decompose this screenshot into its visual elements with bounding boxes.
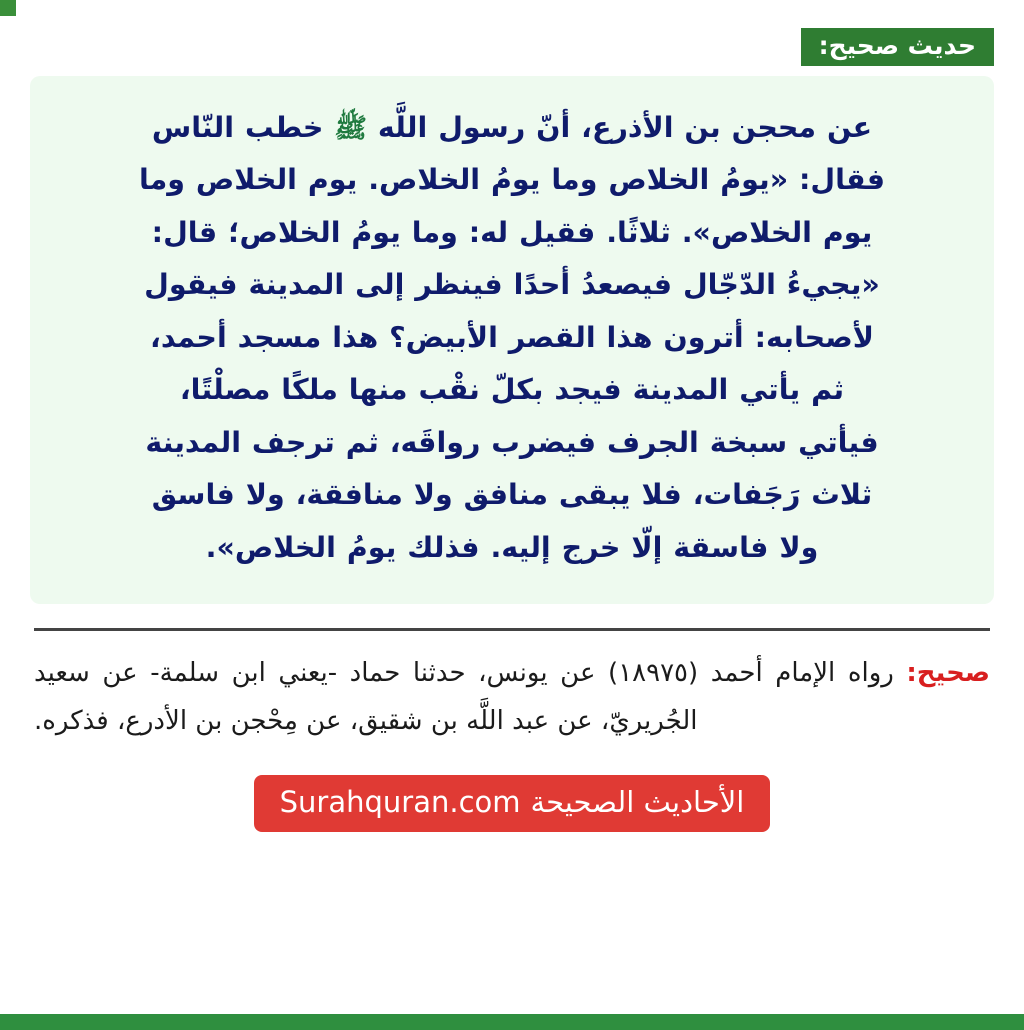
hadith-line: يوم الخلاص». ثلاثًا. فقيل له: وما يومُ الخلاص؛ قال: <box>151 215 873 249</box>
salla-glyph: ﷺ <box>334 113 367 144</box>
divider <box>34 628 990 631</box>
hadith-line: «يجيءُ الدّجّال فيصعدُ أحدًا فينظر إلى المدينة فيقول <box>144 268 880 302</box>
hadith-line: ولا فاسقة إلّا خرج إليه. فذلك يومُ الخلاص». <box>205 530 819 564</box>
source-text: رواه الإمام أحمد (١٨٩٧٥) عن يونس، حدثنا حماد -يعني ابن سلمة- عن سعيد الجُريريّ، عن عبد اللَّه بن شقيق، عن مِحْجن بن الأدرع، فذكره. <box>34 657 894 737</box>
site-badge[interactable] <box>254 775 771 832</box>
source-grade-label: صحيح: <box>906 657 991 688</box>
source-reference <box>30 649 994 745</box>
bottom-accent-bar-segment <box>0 1014 563 1030</box>
hadith-body <box>30 76 994 604</box>
bottom-accent-bar <box>0 1014 1024 1030</box>
hadith-line: فيأتي سبخة الجرف فيضرب رواقَه، ثم ترجف المدينة <box>145 425 879 459</box>
hadith-line: عن محجن بن الأذرع، أنّ رسول اللَّه ﷺ خطب النّاس <box>151 111 873 144</box>
site-badge-url-label: Surahquran.com <box>279 785 521 820</box>
hadith-line: لأصحابه: أترون هذا القصر الأبيض؟ هذا مسجد أحمد، <box>150 320 874 354</box>
hadith-line: ثم يأتي المدينة فيجد بكلّ نقْب منها ملكًا مصلْتًا، <box>179 373 845 407</box>
hadith-line: فقال: «يومُ الخلاص وما يومُ الخلاص. يوم الخلاص وما <box>138 163 886 197</box>
site-badge-arabic-label: الأحاديث الصحيحة <box>530 785 745 820</box>
grade-badge-row <box>30 26 994 68</box>
footer <box>30 775 994 832</box>
hadith-line: ثلاث رَجَفات، فلا يبقى منافق ولا منافقة، ولا فاسق <box>151 478 873 512</box>
status-badge: حديث صحيح: <box>801 28 994 66</box>
